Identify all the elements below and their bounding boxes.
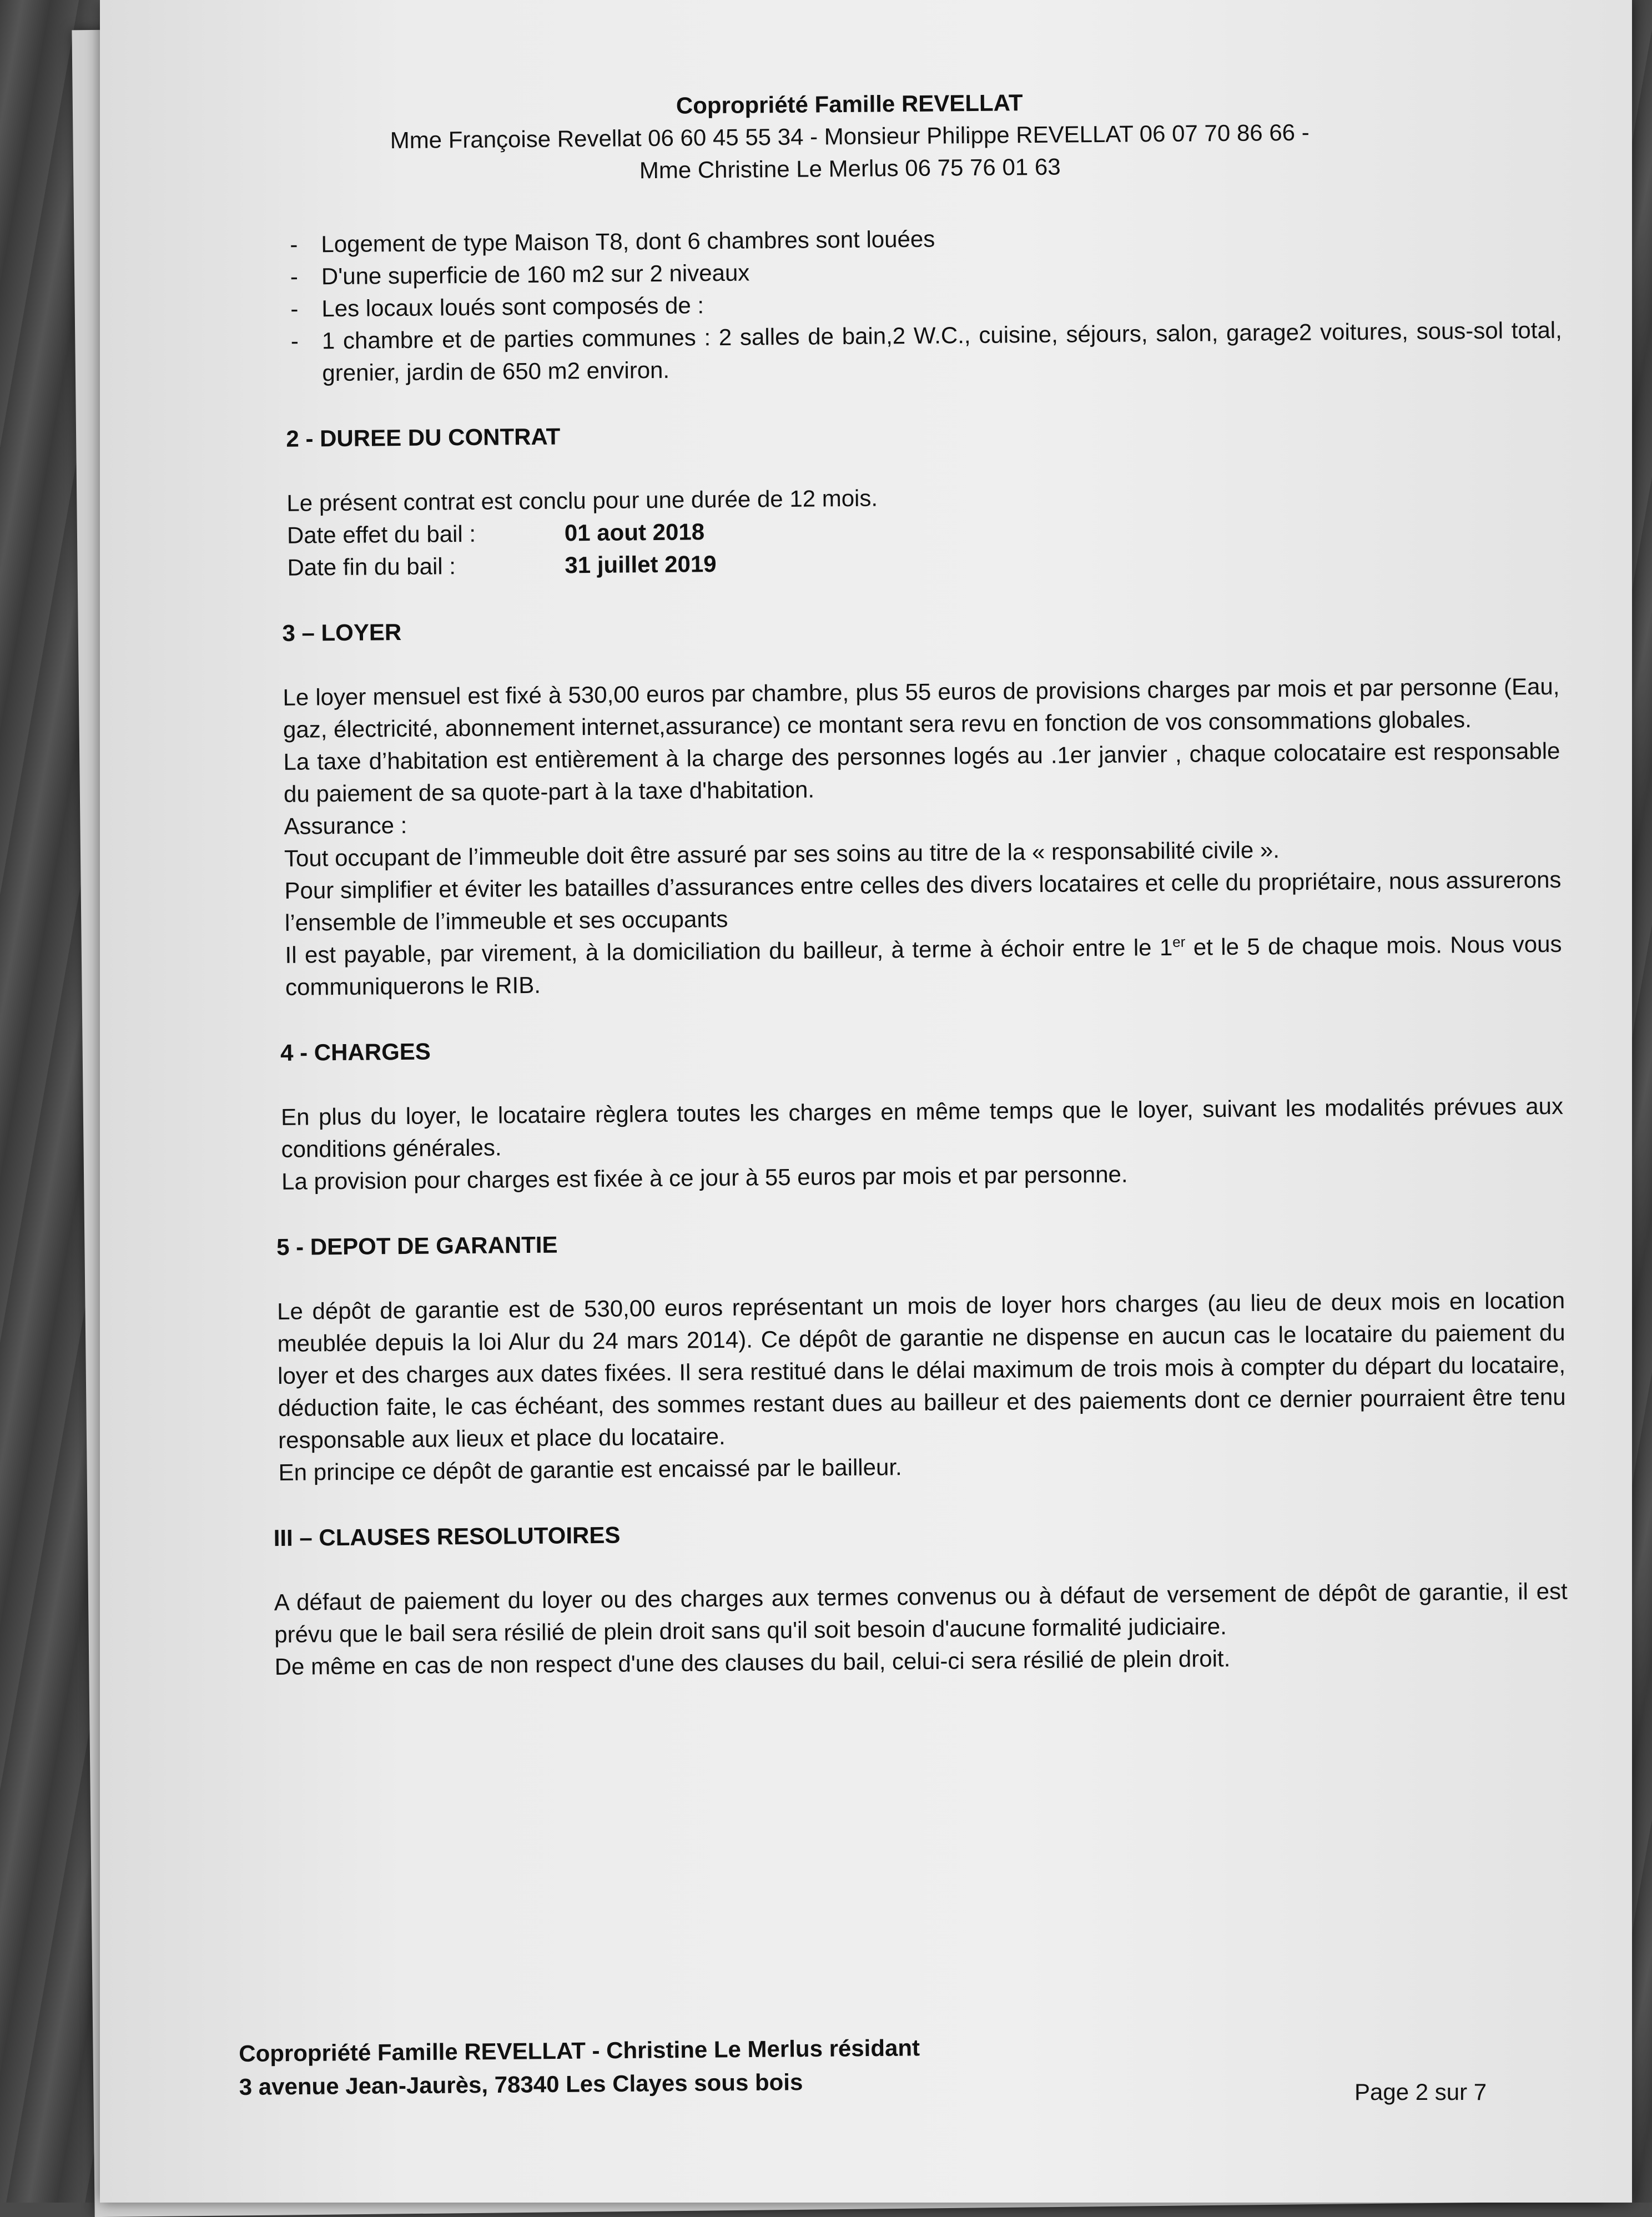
loyer-p5: Pour simplifier et éviter les batailles d’assurances entre celles des divers locataires et celle du propriétaire, nous assurerons l’ensemble de l’immeuble et ses occupants: [284, 866, 1562, 936]
document-footer: [239, 2026, 1505, 2104]
section-title-depot: 5 - DEPOT DE GARANTIE: [276, 1231, 558, 1261]
loyer-p3: Assurance :: [284, 812, 407, 839]
header-title: Copropriété Famille REVELLAT: [676, 89, 1023, 119]
loyer-p6: [285, 928, 1562, 1004]
loyer-p6-b: et le 5 de chaque mois. Nous vous communiquerons le RIB.: [285, 930, 1562, 1000]
header-contacts-line2: Mme Christine Le Merlus 06 75 76 01 63: [639, 153, 1061, 184]
depot-p1: Le dépôt de garantie est de 530,00 euros représentant un mois de loyer hors charges (au lieu de deux mois en location meublée depuis la loi Alur du 24 mars 2014). Ce dépôt de garantie ne dispense en aucun cas le locataire du paiement du loyer et des charges aux dates fixées. Il sera restitué dans le délai maximum de trois mois à compter du départ du locataire, déduction faite, le cas échéant, des sommes restant dues au bailleur et des paiements dont ce dernier pourraient être tenu responsable aux lieux et place du locataire.: [276, 1287, 1566, 1453]
loyer-p4: Tout occupant de l’immeuble doit être assuré par ses soins au titre de la « responsabilité civile ».: [284, 837, 1280, 871]
footer-line1: Copropriété Famille REVELLAT - Christine Le Merlus résidant: [239, 2034, 920, 2067]
loyer-p1: Le loyer mensuel est fixé à 530,00 euros par chambre, plus 55 euros de provisions charges par mois et par personne (Eau, gaz, électricité, abonnement internet,assurance) ce montant sera revu en fonction de vos consommations globales.: [283, 673, 1560, 743]
loyer-p6-sup: er: [1172, 933, 1186, 950]
section-title-duree: 2 - DUREE DU CONTRAT: [286, 423, 561, 452]
section-loyer: [149, 606, 1562, 1005]
date-effet-value: 01 aout 2018: [564, 518, 705, 546]
charges-p1: En plus du loyer, le locataire règlera toutes les charges en même temps que le loyer, suivant les modalités prévues aux conditions générales.: [280, 1092, 1564, 1162]
property-description-list: [145, 218, 1562, 391]
document-header: [266, 83, 1433, 190]
header-contacts-line1: Mme Françoise Revellat 06 60 45 55 34 - Monsieur Philippe REVELLAT 06 07 70 86 66 -: [390, 119, 1309, 154]
clauses-p2: De même en cas de non respect d'une des clauses du bail, celui-ci sera résilié de plein droit.: [274, 1645, 1231, 1680]
loyer-p6-a: Il est payable, par virement, à la domiciliation du bailleur, à terme à échoir entre le 1: [285, 934, 1173, 968]
document-body: [144, 82, 1574, 1684]
list-item: - Les locaux loués sont composés de :: [290, 282, 1562, 325]
date-fin-value: 31 juillet 2019: [565, 551, 717, 578]
section-clauses: [157, 1511, 1568, 1684]
list-item: - D'une superficie de 160 m2 sur 2 niveaux: [290, 250, 1562, 293]
footer-line2: 3 avenue Jean-Jaurès, 78340 Les Clayes sous bois: [239, 2069, 803, 2100]
loyer-p2: La taxe d’habitation est entièrement à la charge des personnes logés au .1er janvier , chaque colocataire est responsable du paiement de sa quote-part à la taxe d'habitation.: [283, 737, 1560, 807]
list-item: - Logement de type Maison T8, dont 6 chambres sont louées: [290, 218, 1561, 261]
duree-text: Le présent contrat est conclu pour une durée de 12 mois.: [286, 485, 878, 516]
section-title-clauses: III – CLAUSES RESOLUTOIRES: [273, 1521, 621, 1551]
section-duree: [147, 412, 1564, 585]
depot-p2: En principe ce dépôt de garantie est encaissé par le bailleur.: [278, 1454, 902, 1485]
section-title-charges: 4 - CHARGES: [280, 1038, 431, 1066]
section-title-loyer: 3 – LOYER: [282, 618, 402, 646]
date-effet-label: Date effet du bail :: [286, 520, 476, 548]
section-depot: [154, 1220, 1567, 1490]
clauses-p1: A défaut de paiement du loyer ou des charges aux termes convenus ou à défaut de versement de dépôt de garantie, il est prévu que le bail sera résilié de plein droit sans qu'il soit besoin d'aucune formalité judiciaire.: [274, 1578, 1568, 1648]
charges-p2: La provision pour charges est fixée à ce jour à 55 euros par mois et par personne.: [281, 1161, 1128, 1195]
page-number: Page 2 sur 7: [1354, 2079, 1487, 2105]
list-item: - 1 chambre et de parties communes : 2 salles de bain,2 W.C., cuisine, séjours, salon, garage2 voitures, sous-sol total, grenier, jardin de 650 m2 environ.: [291, 314, 1563, 390]
date-fin-label: Date fin du bail :: [287, 553, 456, 581]
section-charges: [153, 1026, 1564, 1199]
